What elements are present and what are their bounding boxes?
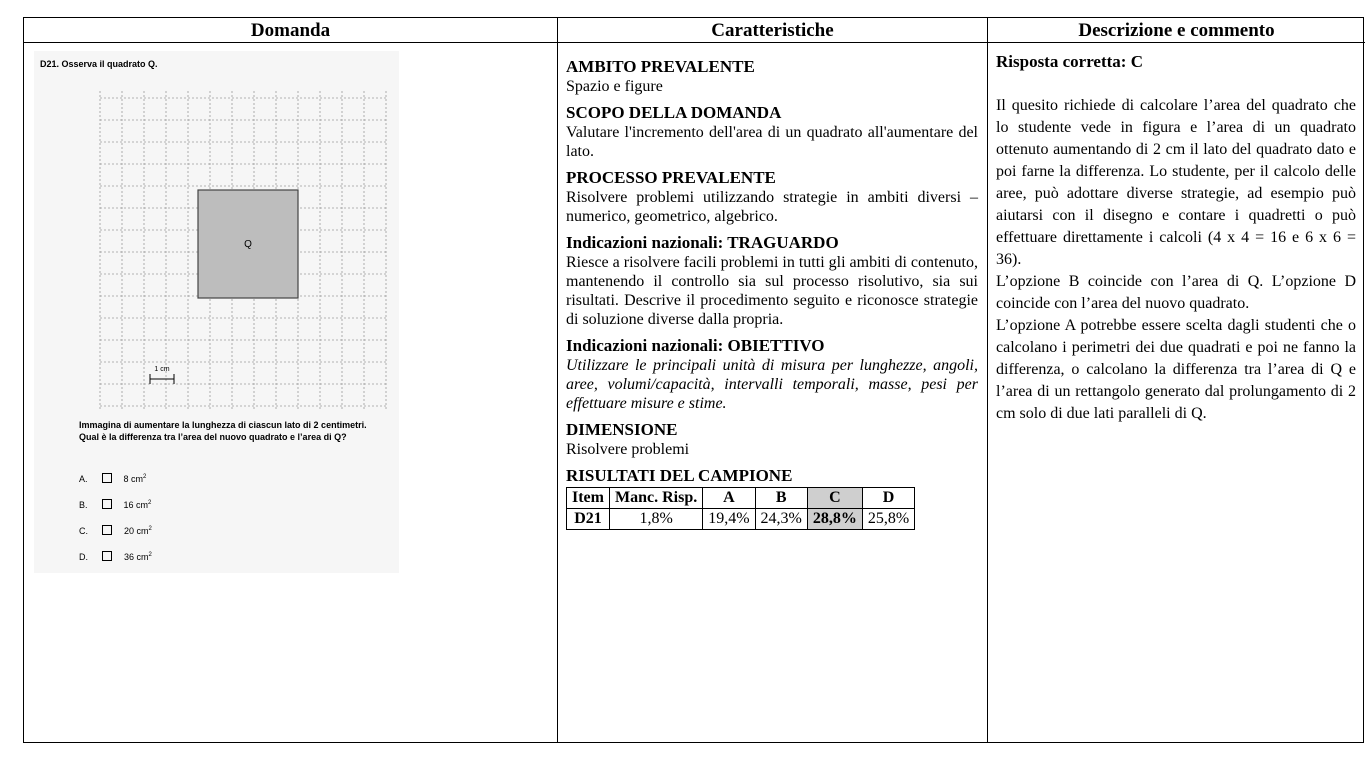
option-c	[79, 525, 152, 536]
scale-label: 1 cm	[154, 366, 170, 373]
option-a	[79, 473, 146, 484]
option-value: 20 cm	[124, 526, 149, 536]
description-paragraph-3: L’opzione A potrebbe essere scelta dagli studenti che o calcolano i perimetri dei due quadrati e poi ne fanno la differenza, o calcolano la differenza tra l’area di Q e l’area di un rettangolo generato dal prolungamento di 2 cm solo di due lati paralleli di Q.	[996, 317, 1356, 422]
column-caratteristiche	[558, 18, 988, 742]
column-descrizione	[988, 18, 1365, 742]
option-letter: D.	[79, 552, 88, 562]
col-b: B	[755, 488, 807, 509]
question-text-line1: Immagina di aumentare la lunghezza di ciascun lato di 2 centimetri.	[79, 420, 367, 430]
cell-b: 24,3%	[755, 509, 807, 530]
option-letter: C.	[79, 526, 88, 536]
header-caratteristiche: Caratteristiche	[558, 18, 987, 43]
checkbox-icon	[102, 473, 112, 483]
option-b	[79, 499, 151, 510]
description-paragraph-1: Il quesito richiede di calcolare l’area del quadrato che lo studente vede in figura e l’area di un quadrato ottenuto aumentando di 2 cm il lato del quadrato dato e poi farne la differenza. Lo studente, per il calcolo delle aree, può adottare diverse strategie, ad esempio può aiutarsi con il disegno e contare i quadretti o può effettuare direttamente i calcoli (4 x 4 = 16 e 6 x 6 = 36).	[996, 97, 1356, 268]
header-domanda: Domanda	[24, 18, 557, 43]
characteristics-content	[566, 57, 978, 530]
col-c: C	[807, 488, 862, 509]
cell-a: 19,4%	[703, 509, 755, 530]
col-d: D	[862, 488, 914, 509]
scopo-text: Valutare l'incremento dell'area di un quadrato all'aumentare del lato.	[566, 124, 978, 160]
correct-answer: Risposta corretta: C	[996, 52, 1143, 71]
cell-d: 25,8%	[862, 509, 914, 530]
results-table	[566, 487, 915, 530]
question-image	[34, 51, 399, 573]
col-a: A	[703, 488, 755, 509]
option-exponent: 2	[148, 552, 152, 558]
checkbox-icon	[102, 499, 112, 509]
option-value: 16 cm	[123, 500, 149, 510]
traguardo-text: Riesce a risolvere facili problemi in tutti gli ambiti di contenuto, mantenendo il controllo sia sul processo risolutivo, sia sui risultati. Descrive il procedimento seguito e riconosce strategie di soluzione diverse dalla propria.	[566, 254, 978, 328]
description-content	[996, 51, 1356, 425]
ambito-title: AMBITO PREVALENTE	[566, 57, 755, 76]
obiettivo-text: Utilizzare le principali unità di misura per lunghezze, angoli, aree, volumi/capacità, intervalli temporali, masse, pesi per effettuare misure e stime.	[566, 357, 978, 412]
dimensione-text: Risolvere problemi	[566, 441, 690, 458]
column-domanda	[24, 18, 558, 742]
scale-bar	[150, 374, 174, 384]
square-q-label: Q	[244, 239, 252, 250]
cell-item: D21	[567, 509, 610, 530]
option-exponent: 2	[148, 500, 152, 506]
processo-title: PROCESSO PREVALENTE	[566, 168, 776, 187]
cell-manc: 1,8%	[609, 509, 702, 530]
evaluation-table	[23, 17, 1364, 743]
question-title: D21. Osserva il quadrato Q.	[40, 59, 158, 69]
obiettivo-title: Indicazioni nazionali: OBIETTIVO	[566, 336, 825, 355]
option-letter: B.	[79, 500, 88, 510]
option-letter: A.	[79, 474, 88, 484]
cell-c: 28,8%	[807, 509, 862, 530]
description-paragraph-2: L’opzione B coincide con l’area di Q. L’opzione D coincide con l’area del nuovo quadrato.	[996, 273, 1356, 312]
processo-text: Risolvere problemi utilizzando strategie in ambiti diversi – numerico, geometrico, algebrico.	[566, 189, 978, 225]
question-text-line2: Qual è la differenza tra l’area del nuovo quadrato e l’area di Q?	[79, 432, 347, 442]
results-row	[567, 509, 915, 530]
col-manc: Manc. Risp.	[609, 488, 702, 509]
header-descrizione: Descrizione e commento	[988, 18, 1365, 43]
option-value: 36 cm	[124, 552, 149, 562]
dimensione-title: DIMENSIONE	[566, 420, 678, 439]
ambito-text: Spazio e figure	[566, 78, 663, 95]
option-exponent: 2	[143, 474, 147, 480]
grid-figure	[34, 51, 399, 411]
option-exponent: 2	[148, 526, 152, 532]
traguardo-title: Indicazioni nazionali: TRAGUARDO	[566, 233, 839, 252]
scopo-title: SCOPO DELLA DOMANDA	[566, 103, 782, 122]
option-d	[79, 551, 152, 562]
risultati-title: RISULTATI DEL CAMPIONE	[566, 466, 793, 485]
col-item: Item	[567, 488, 610, 509]
checkbox-icon	[102, 525, 112, 535]
option-value: 8 cm	[123, 474, 144, 484]
checkbox-icon	[102, 551, 112, 561]
results-header-row	[567, 488, 915, 509]
question-text	[79, 419, 409, 443]
